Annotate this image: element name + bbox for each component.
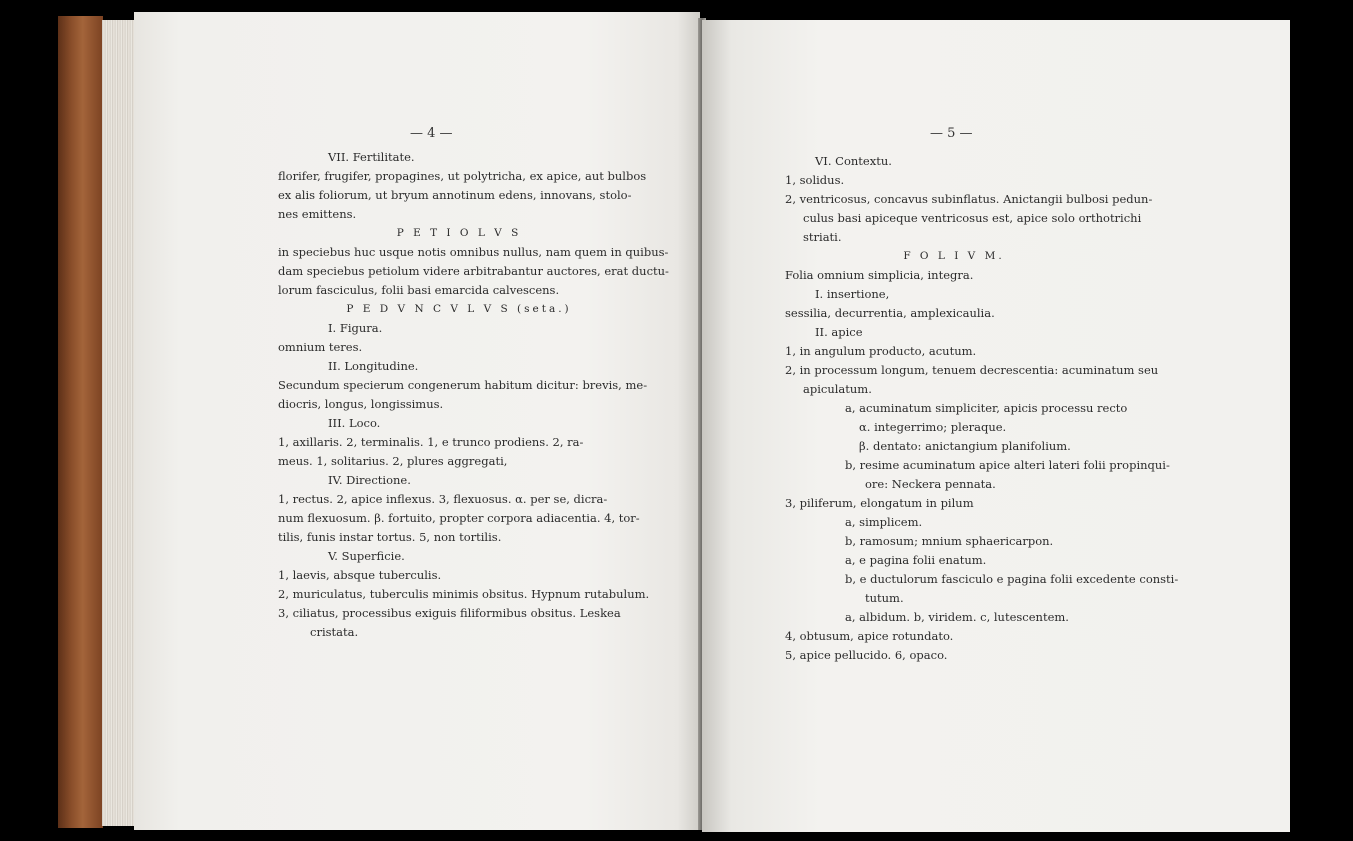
text-line: 2, muriculatus, tuberculis minimis obsitus. Hypnum rutabulum. <box>278 587 650 601</box>
text-line: 1, solidus. <box>785 173 845 187</box>
text-line: striati. <box>803 230 842 244</box>
text-line: florifer, frugifer, propagines, ut polytricha, ex apice, aut bulbos <box>278 169 647 183</box>
text-line: F O L I V M. <box>903 250 1005 262</box>
text-line: I. insertione, <box>815 287 890 301</box>
text-line: sessilia, decurrentia, amplexicaulia. <box>785 306 995 320</box>
text-line: 3, piliferum, elongatum in pilum <box>785 496 974 510</box>
text-line: 1, rectus. 2, apice inflexus. 3, flexuosus. α. per se, dicra- <box>278 492 608 506</box>
text-line: α. integerrimo; pleraque. <box>859 420 1007 434</box>
text-line: ex alis foliorum, ut bryum annotinum edens, innovans, stolo- <box>278 188 632 202</box>
text-line: 2, in processum longum, tenuem decrescentia: acuminatum seu <box>785 363 1159 377</box>
text-line: culus basi apiceque ventricosus est, apice solo orthotrichi <box>803 211 1142 225</box>
text-line: β. dentato: anictangium planifolium. <box>859 439 1071 453</box>
text-line: VII. Fertilitate. <box>328 150 415 164</box>
text-line: 1, laevis, absque tuberculis. <box>278 568 442 582</box>
text-line: num flexuosum. β. fortuito, propter corpora adiacentia. 4, tor- <box>278 511 640 525</box>
text-line: IV. Directione. <box>328 473 411 487</box>
text-line: a, e pagina folii enatum. <box>845 553 987 567</box>
text-line: a, albidum. b, viridem. c, lutescentem. <box>845 610 1069 624</box>
text-line: a, acuminatum simpliciter, apicis processu recto <box>845 401 1128 415</box>
text-line: tilis, funis instar tortus. 5, non tortilis. <box>278 530 502 544</box>
text-line: dam speciebus petiolum videre arbitrabantur auctores, erat ductu- <box>278 264 669 278</box>
text-line: 1, axillaris. 2, terminalis. 1, e trunco prodiens. 2, ra- <box>278 435 584 449</box>
text-line: a, simplicem. <box>845 515 923 529</box>
text-line: II. apice <box>815 325 863 339</box>
text-line: VI. Contextu. <box>815 154 892 168</box>
right-page-number: — 5 — <box>930 126 973 141</box>
text-line: 4, obtusum, apice rotundato. <box>785 629 954 643</box>
text-line: apiculatum. <box>803 382 872 396</box>
text-line: III. Loco. <box>328 416 381 430</box>
text-line: b, resime acuminatum apice alteri lateri folii propinqui- <box>845 458 1170 472</box>
right-page-text <box>785 152 1179 665</box>
text-line: diocris, longus, longissimus. <box>278 397 444 411</box>
text-line: 1, in angulum producto, acutum. <box>785 344 977 358</box>
text-line: b, e ductulorum fasciculo e pagina folii excedente consti- <box>845 572 1179 586</box>
text-line: lorum fasciculus, folii basi emarcida calvescens. <box>278 283 560 297</box>
text-line: b, ramosum; mnium sphaericarpon. <box>845 534 1054 548</box>
text-line: 2, ventricosus, concavus subinflatus. Anictangii bulbosi pedun- <box>785 192 1153 206</box>
left-page-number: — 4 — <box>410 126 453 141</box>
text-line: cristata. <box>310 625 359 639</box>
text-line: nes emittens. <box>278 207 357 221</box>
text-line: II. Longitudine. <box>328 359 419 373</box>
page-edges <box>102 20 136 826</box>
text-line: P E T I O L V S <box>396 227 522 239</box>
text-line: 5, apice pellucido. 6, opaco. <box>785 648 948 662</box>
text-line: ore: Neckera pennata. <box>865 477 996 491</box>
text-line: in speciebus huc usque notis omnibus nullus, nam quem in quibus- <box>278 245 669 259</box>
book-spine <box>58 16 103 828</box>
text-line: Secundum specierum congenerum habitum dicitur: brevis, me- <box>278 378 648 392</box>
text-line: Folia omnium simplicia, integra. <box>785 268 974 282</box>
text-line: tutum. <box>865 591 904 605</box>
left-page-text <box>278 148 669 642</box>
text-line: I. Figura. <box>328 321 383 335</box>
text-line: V. Superficie. <box>328 549 405 563</box>
text-line: omnium teres. <box>278 340 363 354</box>
text-line: 3, ciliatus, processibus exiguis filiformibus obsitus. Leskea <box>278 606 621 620</box>
text-line: meus. 1, solitarius. 2, plures aggregati, <box>278 454 508 468</box>
text-line: P E D V N C V L V S (seta.) <box>346 303 572 315</box>
